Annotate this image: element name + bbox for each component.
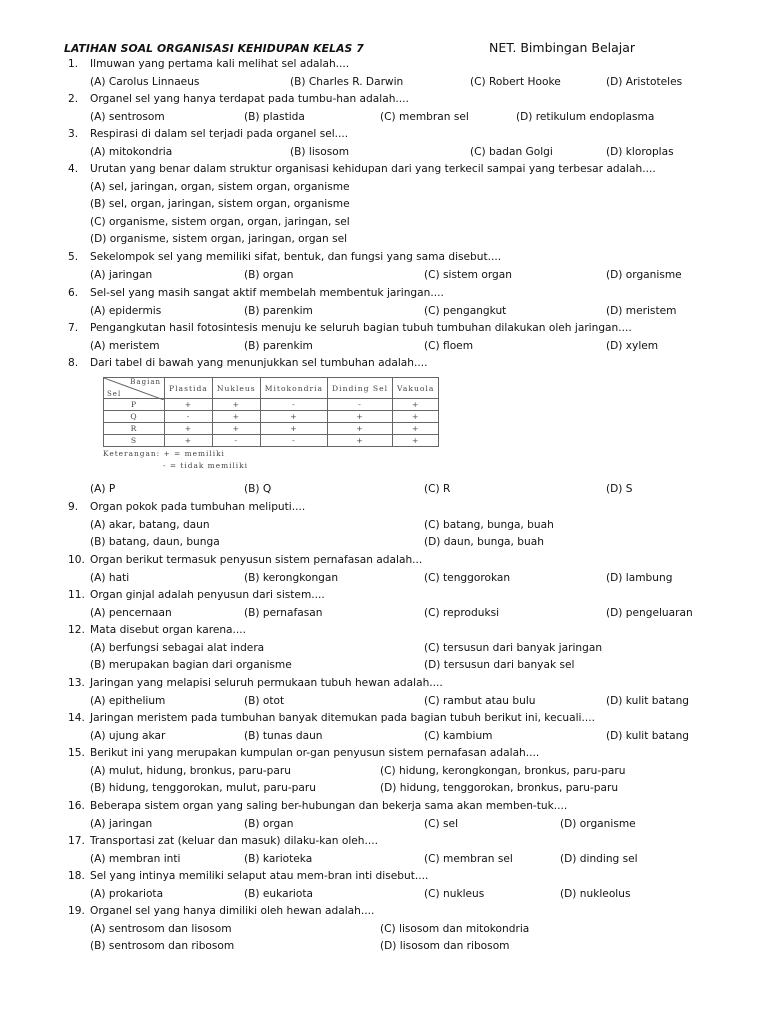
corner-top-label: Bagian (130, 378, 161, 386)
question-10 (68, 552, 748, 587)
table-cell: + (393, 399, 439, 411)
option-a: (A) berfungsi sebagai alat indera (90, 641, 265, 654)
option-c: (C) Robert Hooke (470, 75, 561, 88)
question-text: Respirasi di dalam sel terjadi pada organel sel.... (90, 128, 349, 140)
question-number: 18. (68, 870, 85, 882)
option-c: (C) sel (424, 817, 459, 830)
table-cell: + (165, 399, 213, 411)
question-text: Pengangkutan hasil fotosintesis menuju ke seluruh bagian tubuh tumbuhan dilakukan oleh jaringan.... (90, 322, 632, 334)
option-c: (C) hidung, kerongkongan, bronkus, paru-paru (380, 764, 626, 777)
option-d: (D) kulit batang (606, 694, 690, 707)
option-c: (C) kambium (424, 729, 493, 742)
option-b: (B) plastida (244, 110, 305, 123)
option-b: (B) sel, organ, jaringan, sistem organ, organisme (90, 198, 350, 211)
option-d: (D) organisme (606, 268, 682, 281)
table-row (104, 411, 439, 423)
brand-name: NET. Bimbingan Belajar (489, 40, 636, 55)
option-b: (B) pernafasan (244, 606, 323, 619)
question-number: 2. (68, 93, 79, 105)
question-number: 10. (68, 554, 85, 566)
option-b: (B) hidung, tenggorokan, mulut, paru-paru (90, 782, 316, 795)
question-number: 17. (68, 835, 85, 847)
question-number: 8. (68, 357, 79, 369)
option-a: (A) sentrosom (90, 110, 165, 123)
option-a: (A) membran inti (90, 852, 181, 865)
column-header: Mitokondria (260, 378, 327, 399)
option-b: (B) organ (244, 268, 294, 281)
question-3 (68, 126, 748, 161)
table-cell: - (260, 399, 327, 411)
option-a: (A) Carolus Linnaeus (90, 75, 200, 88)
cell-table (103, 377, 463, 479)
option-b: (B) Charles R. Darwin (290, 75, 404, 88)
option-b: (B) otot (244, 694, 285, 707)
question-18 (68, 868, 748, 903)
cell-table-grid (103, 377, 439, 447)
corner-bottom-label: Sel (107, 390, 122, 398)
option-c: (C) badan Golgi (470, 145, 553, 158)
option-d: (D) organisme, sistem organ, jaringan, organ sel (90, 233, 348, 246)
question-text: Sel-sel yang masih sangat aktif membelah membentuk jaringan.... (90, 287, 444, 299)
option-c: (C) nukleus (424, 887, 485, 900)
option-b: (B) tunas daun (244, 729, 323, 742)
table-cell: + (260, 411, 327, 423)
option-b: (B) parenkim (244, 304, 313, 317)
question-number: 6. (68, 287, 79, 299)
option-b: (B) merupakan bagian dari organisme (90, 659, 292, 672)
table-cell: + (260, 423, 327, 435)
option-c: (C) membran sel (424, 852, 513, 865)
option-d: (D) daun, bunga, buah (424, 536, 544, 549)
option-d: (D) pengeluaran (606, 606, 693, 619)
question-4 (68, 161, 748, 249)
question-text: Jaringan yang melapisi seluruh permukaan tubuh hewan adalah.... (90, 677, 443, 689)
table-cell: + (212, 399, 260, 411)
option-b: (B) eukariota (244, 887, 313, 900)
option-b: (B) organ (244, 817, 294, 830)
question-text: Ilmuwan yang pertama kali melihat sel adalah.... (90, 58, 350, 70)
option-d: (D) hidung, tenggorokan, bronkus, paru-paru (380, 782, 619, 795)
question-14 (68, 710, 748, 745)
option-b: (B) Q (244, 483, 272, 495)
option-b: (B) parenkim (244, 339, 313, 352)
question-number: 1. (68, 58, 79, 70)
question-text: Dari tabel di bawah yang menunjukkan sel tumbuhan adalah.... (90, 357, 428, 369)
legend-plus: + = memiliki (163, 449, 225, 458)
table-legend (103, 449, 463, 459)
option-d: (D) lisosom dan ribosom (380, 940, 510, 953)
question-number: 7. (68, 322, 79, 334)
option-c: (C) floem (424, 339, 474, 352)
option-a: (A) prokariota (90, 887, 164, 900)
table-corner-cell (104, 378, 165, 399)
question-6 (68, 285, 748, 320)
question-2 (68, 91, 748, 126)
option-b: (B) lisosom (290, 145, 350, 158)
table-cell: - (260, 435, 327, 447)
table-cell: - (328, 399, 393, 411)
option-c: (C) membran sel (380, 110, 469, 123)
question-number: 3. (68, 128, 79, 140)
table-cell: + (165, 423, 213, 435)
question-number: 16. (68, 800, 85, 812)
option-c: (C) reproduksi (424, 606, 500, 619)
question-text: Organ pokok pada tumbuhan meliputi.... (90, 501, 306, 513)
option-c: (C) rambut atau bulu (424, 694, 536, 707)
column-header: Dinding Sel (328, 378, 393, 399)
table-cell: + (212, 423, 260, 435)
option-d: (D) kloroplas (606, 145, 674, 158)
question-7 (68, 320, 748, 355)
column-header: Plastida (165, 378, 213, 399)
question-8 (68, 355, 748, 373)
question-16 (68, 798, 748, 833)
question-8-options (68, 481, 748, 499)
option-b: (B) karioteka (244, 852, 313, 865)
option-a: (A) pencernaan (90, 606, 172, 619)
question-text: Organ berikut termasuk penyusun sistem pernafasan adalah... (90, 554, 423, 566)
table-cell: - (212, 435, 260, 447)
table-cell: + (165, 435, 213, 447)
option-a: (A) epithelium (90, 694, 166, 707)
question-text: Organel sel yang hanya dimiliki oleh hewan adalah.... (90, 905, 375, 917)
row-label: Q (104, 411, 165, 423)
option-d: (D) dinding sel (560, 852, 638, 865)
option-a: (A) jaringan (90, 268, 153, 281)
option-c: (C) lisosom dan mitokondria (380, 922, 530, 935)
legend-label: Keterangan: (103, 449, 161, 458)
question-number: 9. (68, 501, 79, 513)
option-c: (C) tersusun dari banyak jaringan (424, 641, 603, 654)
option-c: (C) tenggorokan (424, 571, 511, 584)
legend-minus: - = tidak memiliki (163, 460, 249, 470)
table-row (104, 423, 439, 435)
question-number: 4. (68, 163, 79, 175)
option-c: (C) batang, bunga, buah (424, 518, 554, 531)
option-a: (A) sel, jaringan, organ, sistem organ, organisme (90, 180, 350, 193)
question-number: 11. (68, 589, 85, 601)
question-text: Sekelompok sel yang memiliki sifat, bentuk, dan fungsi yang sama disebut.... (90, 251, 502, 263)
option-a: (A) jaringan (90, 817, 153, 830)
option-a: (A) P (90, 483, 116, 495)
option-d: (D) retikulum endoplasma (516, 110, 655, 123)
question-11 (68, 587, 748, 622)
question-text: Urutan yang benar dalam struktur organisasi kehidupan dari yang terkecil sampai yang terbesar adalah.... (90, 163, 656, 175)
option-d: (D) organisme (560, 817, 636, 830)
question-text: Beberapa sistem organ yang saling ber-hubungan dan bekerja sama akan memben-tuk.... (90, 800, 568, 812)
question-text: Transportasi zat (keluar dan masuk) dilaku-kan oleh.... (90, 835, 378, 847)
table-cell: + (328, 423, 393, 435)
option-a: (A) mulut, hidung, bronkus, paru-paru (90, 764, 291, 777)
question-number: 13. (68, 677, 85, 689)
row-label: P (104, 399, 165, 411)
table-cell: - (165, 411, 213, 423)
question-number: 5. (68, 251, 79, 263)
option-b: (B) sentrosom dan ribosom (90, 940, 235, 953)
option-a: (A) akar, batang, daun (90, 518, 210, 531)
question-text: Organel sel yang hanya terdapat pada tumbu-han adalah.... (90, 93, 409, 105)
table-row (104, 399, 439, 411)
table-cell: + (328, 411, 393, 423)
question-text: Mata disebut organ karena.... (90, 624, 247, 636)
question-number: 12. (68, 624, 85, 636)
row-label: S (104, 435, 165, 447)
option-a: (A) ujung akar (90, 729, 166, 742)
option-d: (D) Aristoteles (606, 75, 683, 88)
option-a: (A) hati (90, 571, 130, 584)
question-19 (68, 903, 748, 956)
table-cell: + (212, 411, 260, 423)
question-number: 14. (68, 712, 85, 724)
option-d: (D) meristem (606, 304, 677, 317)
table-cell: + (393, 435, 439, 447)
option-d: (D) kulit batang (606, 729, 690, 742)
table-cell: + (328, 435, 393, 447)
option-b: (B) batang, daun, bunga (90, 536, 220, 549)
question-text: Organ ginjal adalah penyusun dari sistem.... (90, 589, 325, 601)
option-d: (D) nukleolus (560, 887, 631, 900)
question-15 (68, 745, 748, 798)
table-header-row (104, 378, 439, 399)
question-13 (68, 675, 748, 710)
option-c: (C) organisme, sistem organ, organ, jaringan, sel (90, 215, 350, 228)
table-row (104, 435, 439, 447)
question-text: Berikut ini yang merupakan kumpulan or-gan penyusun sistem pernafasan adalah.... (90, 747, 540, 759)
question-9 (68, 499, 748, 552)
option-c: (C) sistem organ (424, 268, 512, 281)
question-number: 19. (68, 905, 85, 917)
option-a: (A) mitokondria (90, 145, 173, 158)
option-b: (B) kerongkongan (244, 571, 339, 584)
column-header: Vakuola (393, 378, 439, 399)
table-cell: + (393, 411, 439, 423)
question-12 (68, 622, 748, 675)
option-d: (D) S (606, 483, 633, 495)
column-header: Nukleus (212, 378, 260, 399)
option-d: (D) tersusun dari banyak sel (424, 659, 575, 672)
question-text: Jaringan meristem pada tumbuhan banyak ditemukan pada bagian tubuh berikut ini, kecuali.... (90, 712, 595, 724)
question-17 (68, 833, 748, 868)
option-d: (D) lambung (606, 571, 673, 584)
table-cell: + (393, 423, 439, 435)
option-c: (C) R (424, 483, 451, 495)
option-d: (D) xylem (606, 339, 659, 352)
question-text: Sel yang intinya memiliki selaput atau mem-bran inti disebut.... (90, 870, 429, 882)
row-label: R (104, 423, 165, 435)
question-5 (68, 249, 748, 284)
worksheet-title: LATIHAN SOAL ORGANISASI KEHIDUPAN KELAS 7 (64, 42, 364, 55)
option-a: (A) epidermis (90, 304, 162, 317)
option-c: (C) pengangkut (424, 304, 507, 317)
option-a: (A) sentrosom dan lisosom (90, 922, 232, 935)
question-1 (68, 56, 748, 91)
option-a: (A) meristem (90, 339, 160, 352)
question-number: 15. (68, 747, 85, 759)
